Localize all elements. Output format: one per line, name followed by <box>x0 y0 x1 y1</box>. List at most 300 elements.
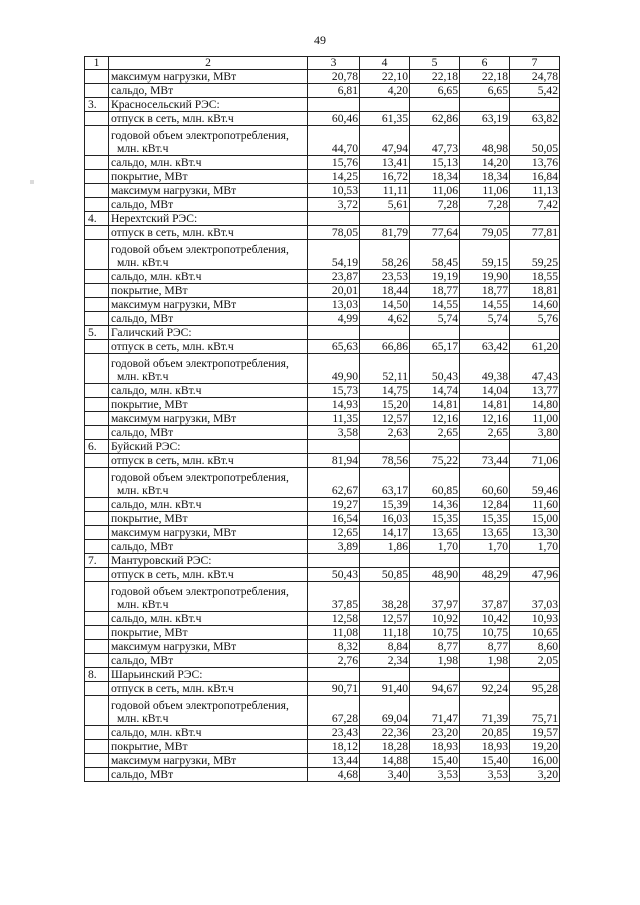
value-cell: 7,28 <box>410 198 460 212</box>
value-cell: 13,03 <box>308 298 360 312</box>
value-cell: 13,65 <box>460 526 510 540</box>
table-row <box>85 696 560 726</box>
row-index <box>85 198 109 212</box>
value-cell: 5,74 <box>410 312 460 326</box>
value-cell: 8,77 <box>460 640 510 654</box>
value-cell: 79,05 <box>460 226 510 240</box>
value-cell: 60,85 <box>410 468 460 498</box>
value-cell: 18,28 <box>360 740 410 754</box>
section-title: Буйский РЭС: <box>109 440 308 454</box>
value-cell: 5,76 <box>510 312 560 326</box>
value-cell: 61,20 <box>510 340 560 354</box>
row-index <box>85 126 109 156</box>
row-label: сальдо, МВт <box>109 768 308 782</box>
empty-cell <box>360 98 410 112</box>
value-cell: 77,64 <box>410 226 460 240</box>
value-cell: 15,73 <box>308 384 360 398</box>
empty-cell <box>460 326 510 340</box>
value-cell: 95,28 <box>510 682 560 696</box>
value-cell: 73,44 <box>460 454 510 468</box>
header-cell: 2 <box>109 57 308 70</box>
table-row <box>85 126 560 156</box>
row-label: сальдо, МВт <box>109 654 308 668</box>
table-row <box>85 70 560 84</box>
value-cell: 15,40 <box>460 754 510 768</box>
value-cell: 18,44 <box>360 284 410 298</box>
value-cell: 91,40 <box>360 682 410 696</box>
row-label: покрытие, МВт <box>109 512 308 526</box>
row-label: сальдо, МВт <box>109 84 308 98</box>
empty-cell <box>510 668 560 682</box>
value-cell: 5,42 <box>510 84 560 98</box>
empty-cell <box>510 212 560 226</box>
value-cell: 18,81 <box>510 284 560 298</box>
value-cell: 5,74 <box>460 312 510 326</box>
value-cell: 12,16 <box>410 412 460 426</box>
row-label: максимум нагрузки, МВт <box>109 640 308 654</box>
table-row <box>85 340 560 354</box>
table-row <box>85 384 560 398</box>
row-label: отпуск в сеть, млн. кВт.ч <box>109 340 308 354</box>
value-cell: 10,75 <box>410 626 460 640</box>
section-row <box>85 440 560 454</box>
row-index <box>85 412 109 426</box>
row-label: отпуск в сеть, млн. кВт.ч <box>109 568 308 582</box>
value-cell: 14,50 <box>360 298 410 312</box>
row-label: покрытие, МВт <box>109 398 308 412</box>
empty-cell <box>460 554 510 568</box>
value-cell: 60,46 <box>308 112 360 126</box>
value-cell: 10,93 <box>510 612 560 626</box>
value-cell: 14,88 <box>360 754 410 768</box>
section-index: 3. <box>85 98 109 112</box>
value-cell: 7,28 <box>460 198 510 212</box>
row-index <box>85 768 109 782</box>
value-cell: 50,05 <box>510 126 560 156</box>
value-cell: 24,78 <box>510 70 560 84</box>
table-row <box>85 754 560 768</box>
value-cell: 1,98 <box>460 654 510 668</box>
row-label: покрытие, МВт <box>109 170 308 184</box>
row-label-line1: годовой объем электропотребления, <box>111 243 289 256</box>
row-index <box>85 696 109 726</box>
value-cell: 19,27 <box>308 498 360 512</box>
table-row <box>85 112 560 126</box>
value-cell: 19,90 <box>460 270 510 284</box>
row-label: отпуск в сеть, млн. кВт.ч <box>109 454 308 468</box>
row-label-line1: годовой объем электропотребления, <box>111 585 289 598</box>
value-cell: 23,87 <box>308 270 360 284</box>
value-cell: 75,71 <box>510 696 560 726</box>
table-row <box>85 640 560 654</box>
value-cell: 47,43 <box>510 354 560 384</box>
value-cell: 14,75 <box>360 384 410 398</box>
value-cell: 12,57 <box>360 612 410 626</box>
value-cell: 16,00 <box>510 754 560 768</box>
section-title: Шарьинский РЭС: <box>109 668 308 682</box>
empty-cell <box>360 668 410 682</box>
value-cell: 78,05 <box>308 226 360 240</box>
value-cell: 3,80 <box>510 426 560 440</box>
row-index <box>85 726 109 740</box>
table-row <box>85 568 560 582</box>
value-cell: 71,47 <box>410 696 460 726</box>
scan-speck <box>30 180 34 184</box>
row-label: отпуск в сеть, млн. кВт.ч <box>109 226 308 240</box>
table-row <box>85 682 560 696</box>
value-cell: 18,77 <box>460 284 510 298</box>
row-index <box>85 468 109 498</box>
value-cell: 3,58 <box>308 426 360 440</box>
value-cell: 62,67 <box>308 468 360 498</box>
table-row <box>85 654 560 668</box>
row-label <box>109 354 308 384</box>
value-cell: 60,60 <box>460 468 510 498</box>
energy-balance-table <box>84 56 560 782</box>
value-cell: 3,40 <box>360 768 410 782</box>
value-cell: 18,34 <box>460 170 510 184</box>
value-cell: 11,06 <box>410 184 460 198</box>
value-cell: 3,20 <box>510 768 560 782</box>
value-cell: 3,53 <box>410 768 460 782</box>
value-cell: 1,70 <box>460 540 510 554</box>
row-label: отпуск в сеть, млн. кВт.ч <box>109 682 308 696</box>
section-title: Мантуровский РЭС: <box>109 554 308 568</box>
value-cell: 22,18 <box>410 70 460 84</box>
table-row <box>85 454 560 468</box>
value-cell: 8,77 <box>410 640 460 654</box>
value-cell: 20,01 <box>308 284 360 298</box>
value-cell: 65,63 <box>308 340 360 354</box>
row-index <box>85 526 109 540</box>
row-label-line2: млн. кВт.ч <box>117 484 169 497</box>
row-index <box>85 170 109 184</box>
value-cell: 18,93 <box>460 740 510 754</box>
value-cell: 54,19 <box>308 240 360 270</box>
row-index <box>85 184 109 198</box>
value-cell: 13,41 <box>360 156 410 170</box>
value-cell: 11,18 <box>360 626 410 640</box>
section-row <box>85 326 560 340</box>
row-index <box>85 284 109 298</box>
section-index: 7. <box>85 554 109 568</box>
value-cell: 2,65 <box>410 426 460 440</box>
row-index <box>85 298 109 312</box>
table-row <box>85 512 560 526</box>
value-cell: 16,03 <box>360 512 410 526</box>
row-index <box>85 112 109 126</box>
value-cell: 37,03 <box>510 582 560 612</box>
header-cell: 6 <box>460 57 510 70</box>
row-label: максимум нагрузки, МВт <box>109 184 308 198</box>
value-cell: 11,13 <box>510 184 560 198</box>
row-label: максимум нагрузки, МВт <box>109 754 308 768</box>
row-label-line2: млн. кВт.ч <box>117 712 169 725</box>
section-index: 5. <box>85 326 109 340</box>
value-cell: 3,72 <box>308 198 360 212</box>
table-row <box>85 226 560 240</box>
row-index <box>85 312 109 326</box>
value-cell: 47,94 <box>360 126 410 156</box>
value-cell: 18,93 <box>410 740 460 754</box>
section-row <box>85 554 560 568</box>
value-cell: 90,71 <box>308 682 360 696</box>
row-label: сальдо, млн. кВт.ч <box>109 270 308 284</box>
value-cell: 11,11 <box>360 184 410 198</box>
row-label: максимум нагрузки, МВт <box>109 412 308 426</box>
empty-cell <box>460 440 510 454</box>
row-label: сальдо, млн. кВт.ч <box>109 498 308 512</box>
table-row <box>85 468 560 498</box>
row-index <box>85 654 109 668</box>
value-cell: 8,84 <box>360 640 410 654</box>
value-cell: 22,18 <box>460 70 510 84</box>
row-label-line1: годовой объем электропотребления, <box>111 357 289 370</box>
value-cell: 15,35 <box>410 512 460 526</box>
value-cell: 71,39 <box>460 696 510 726</box>
value-cell: 81,94 <box>308 454 360 468</box>
value-cell: 14,55 <box>410 298 460 312</box>
value-cell: 78,56 <box>360 454 410 468</box>
row-index <box>85 426 109 440</box>
value-cell: 18,12 <box>308 740 360 754</box>
row-label <box>109 582 308 612</box>
empty-cell <box>410 668 460 682</box>
section-title: Нерехтский РЭС: <box>109 212 308 226</box>
value-cell: 19,19 <box>410 270 460 284</box>
value-cell: 81,79 <box>360 226 410 240</box>
table-row <box>85 582 560 612</box>
value-cell: 11,60 <box>510 498 560 512</box>
value-cell: 69,04 <box>360 696 410 726</box>
value-cell: 18,55 <box>510 270 560 284</box>
empty-cell <box>410 98 460 112</box>
empty-cell <box>308 98 360 112</box>
table-row <box>85 412 560 426</box>
value-cell: 10,65 <box>510 626 560 640</box>
value-cell: 1,98 <box>410 654 460 668</box>
empty-cell <box>360 212 410 226</box>
table-row <box>85 398 560 412</box>
row-index <box>85 582 109 612</box>
row-label-line1: годовой объем электропотребления, <box>111 129 289 142</box>
row-index <box>85 454 109 468</box>
section-index: 4. <box>85 212 109 226</box>
value-cell: 47,73 <box>410 126 460 156</box>
empty-cell <box>360 326 410 340</box>
row-index <box>85 640 109 654</box>
value-cell: 12,84 <box>460 498 510 512</box>
value-cell: 14,17 <box>360 526 410 540</box>
table-row <box>85 726 560 740</box>
section-title: Галичский РЭС: <box>109 326 308 340</box>
row-label: сальдо, МВт <box>109 426 308 440</box>
section-row <box>85 98 560 112</box>
value-cell: 48,29 <box>460 568 510 582</box>
value-cell: 18,34 <box>410 170 460 184</box>
value-cell: 11,06 <box>460 184 510 198</box>
value-cell: 20,78 <box>308 70 360 84</box>
value-cell: 2,34 <box>360 654 410 668</box>
value-cell: 50,43 <box>410 354 460 384</box>
value-cell: 20,85 <box>460 726 510 740</box>
table-row <box>85 298 560 312</box>
row-label: сальдо, млн. кВт.ч <box>109 156 308 170</box>
value-cell: 14,20 <box>460 156 510 170</box>
table-row <box>85 198 560 212</box>
value-cell: 12,57 <box>360 412 410 426</box>
value-cell: 37,87 <box>460 582 510 612</box>
row-index <box>85 740 109 754</box>
value-cell: 52,11 <box>360 354 410 384</box>
row-index <box>85 226 109 240</box>
row-label <box>109 696 308 726</box>
row-index <box>85 156 109 170</box>
value-cell: 23,53 <box>360 270 410 284</box>
row-index <box>85 626 109 640</box>
value-cell: 8,60 <box>510 640 560 654</box>
value-cell: 12,58 <box>308 612 360 626</box>
value-cell: 44,70 <box>308 126 360 156</box>
value-cell: 5,61 <box>360 198 410 212</box>
value-cell: 2,05 <box>510 654 560 668</box>
value-cell: 12,65 <box>308 526 360 540</box>
value-cell: 15,35 <box>460 512 510 526</box>
value-cell: 59,46 <box>510 468 560 498</box>
row-index <box>85 512 109 526</box>
row-index <box>85 270 109 284</box>
table-row <box>85 540 560 554</box>
row-label: сальдо, МВт <box>109 198 308 212</box>
value-cell: 15,76 <box>308 156 360 170</box>
row-label: максимум нагрузки, МВт <box>109 526 308 540</box>
value-cell: 11,00 <box>510 412 560 426</box>
value-cell: 23,20 <box>410 726 460 740</box>
header-cell: 1 <box>85 57 109 70</box>
value-cell: 59,25 <box>510 240 560 270</box>
value-cell: 49,38 <box>460 354 510 384</box>
row-label-line2: млн. кВт.ч <box>117 598 169 611</box>
table-row <box>85 284 560 298</box>
table-row <box>85 612 560 626</box>
value-cell: 8,32 <box>308 640 360 654</box>
table-row <box>85 84 560 98</box>
value-cell: 6,65 <box>410 84 460 98</box>
empty-cell <box>410 440 460 454</box>
table-row <box>85 498 560 512</box>
value-cell: 16,72 <box>360 170 410 184</box>
value-cell: 23,43 <box>308 726 360 740</box>
empty-cell <box>360 554 410 568</box>
value-cell: 16,84 <box>510 170 560 184</box>
table-row <box>85 156 560 170</box>
value-cell: 14,55 <box>460 298 510 312</box>
value-cell: 14,36 <box>410 498 460 512</box>
row-label-line2: млн. кВт.ч <box>117 370 169 383</box>
value-cell: 15,00 <box>510 512 560 526</box>
row-index <box>85 70 109 84</box>
value-cell: 13,77 <box>510 384 560 398</box>
value-cell: 2,63 <box>360 426 410 440</box>
value-cell: 71,06 <box>510 454 560 468</box>
header-cell: 3 <box>308 57 360 70</box>
value-cell: 11,35 <box>308 412 360 426</box>
row-label-line1: годовой объем электропотребления, <box>111 699 289 712</box>
empty-cell <box>410 212 460 226</box>
value-cell: 48,98 <box>460 126 510 156</box>
value-cell: 13,30 <box>510 526 560 540</box>
empty-cell <box>510 554 560 568</box>
value-cell: 66,86 <box>360 340 410 354</box>
value-cell: 7,42 <box>510 198 560 212</box>
row-label: сальдо, млн. кВт.ч <box>109 384 308 398</box>
row-label: сальдо, млн. кВт.ч <box>109 612 308 626</box>
row-index <box>85 754 109 768</box>
table-row <box>85 312 560 326</box>
value-cell: 11,08 <box>308 626 360 640</box>
section-title: Красносельский РЭС: <box>109 98 308 112</box>
value-cell: 37,85 <box>308 582 360 612</box>
value-cell: 22,36 <box>360 726 410 740</box>
value-cell: 59,15 <box>460 240 510 270</box>
value-cell: 15,40 <box>410 754 460 768</box>
value-cell: 37,97 <box>410 582 460 612</box>
empty-cell <box>460 98 510 112</box>
row-index <box>85 540 109 554</box>
row-label <box>109 240 308 270</box>
section-index: 8. <box>85 668 109 682</box>
value-cell: 58,26 <box>360 240 410 270</box>
value-cell: 3,89 <box>308 540 360 554</box>
value-cell: 65,17 <box>410 340 460 354</box>
value-cell: 62,86 <box>410 112 460 126</box>
value-cell: 10,53 <box>308 184 360 198</box>
value-cell: 50,85 <box>360 568 410 582</box>
table-row <box>85 526 560 540</box>
value-cell: 94,67 <box>410 682 460 696</box>
value-cell: 4,62 <box>360 312 410 326</box>
table-row <box>85 270 560 284</box>
empty-cell <box>308 326 360 340</box>
empty-cell <box>308 212 360 226</box>
value-cell: 75,22 <box>410 454 460 468</box>
value-cell: 14,93 <box>308 398 360 412</box>
value-cell: 4,20 <box>360 84 410 98</box>
value-cell: 63,82 <box>510 112 560 126</box>
row-index <box>85 612 109 626</box>
table-row <box>85 184 560 198</box>
value-cell: 92,24 <box>460 682 510 696</box>
empty-cell <box>410 554 460 568</box>
value-cell: 4,99 <box>308 312 360 326</box>
value-cell: 14,25 <box>308 170 360 184</box>
row-label <box>109 468 308 498</box>
empty-cell <box>510 98 560 112</box>
empty-cell <box>308 668 360 682</box>
row-label: сальдо, МВт <box>109 540 308 554</box>
value-cell: 3,53 <box>460 768 510 782</box>
value-cell: 49,90 <box>308 354 360 384</box>
value-cell: 2,76 <box>308 654 360 668</box>
value-cell: 18,77 <box>410 284 460 298</box>
table-row <box>85 354 560 384</box>
header-row <box>85 57 560 70</box>
value-cell: 10,75 <box>460 626 510 640</box>
value-cell: 14,80 <box>510 398 560 412</box>
empty-cell <box>460 668 510 682</box>
value-cell: 10,42 <box>460 612 510 626</box>
value-cell: 14,81 <box>410 398 460 412</box>
